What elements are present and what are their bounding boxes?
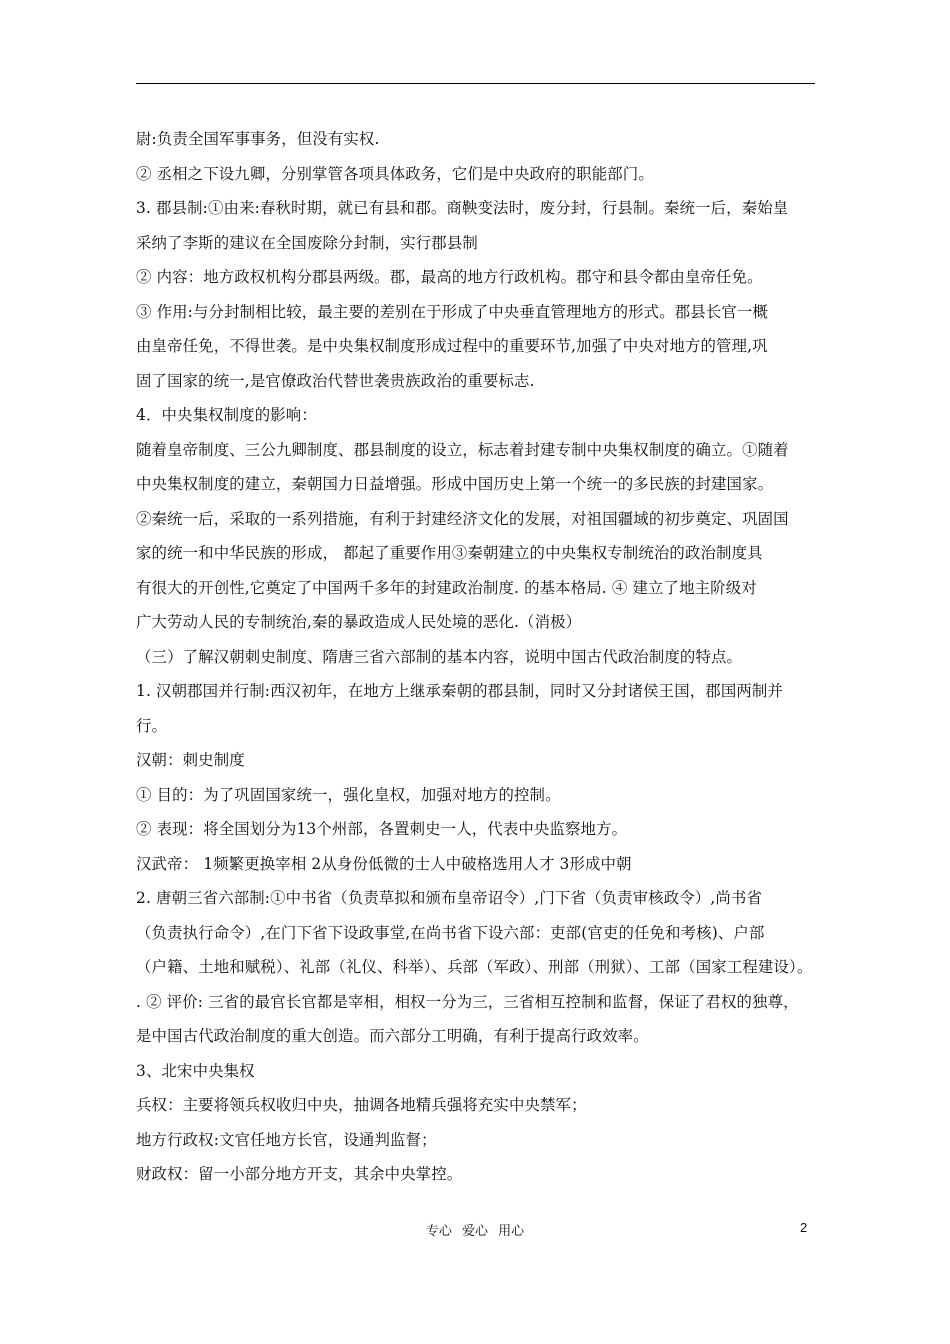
text-line: 财政权：留一小部分地方开支，其余中央掌控。 bbox=[136, 1165, 463, 1183]
text-line: 2. 唐朝三省六部制:①中书省（负责草拟和颁布皇帝诏令）,门下省（负责审核政令）,尚书省 bbox=[136, 889, 762, 907]
text-line: 行。 bbox=[136, 716, 168, 735]
section-heading: （三）了解汉朝刺史制度、隋唐三省六部制的基本内容，说明中国古代政治制度的特点。 bbox=[136, 647, 743, 666]
text-line: 1. 汉朝郡国并行制:西汉初年，在地方上继承秦朝的郡县制，同时又分封诸侯王国，郡国两制并 bbox=[136, 682, 783, 700]
text-line: （负责执行命令）,在门下省下设政事堂,在尚书省下设六部：吏部(官吏的任免和考核)、户部 bbox=[136, 923, 765, 942]
text-line: 随着皇帝制度、三公九卿制度、郡县制度的设立，标志着封建专制中央集权制度的确立。①随着 bbox=[136, 440, 789, 459]
text-line: 家的统一和中华民族的形成， 都起了重要作用③秦朝建立的中央集权专制统治的政治制度具 bbox=[136, 544, 763, 562]
text-line: ②秦统一后，采取的一系列措施，有利于封建经济文化的发展，对祖国疆域的初步奠定、巩固国 bbox=[136, 509, 789, 528]
text-line: 地方行政权:文官任地方长官，设通判监督； bbox=[136, 1130, 437, 1149]
text-line: . ② 评价: 三省的最官长官都是宰相，相权一分为三，三省相互控制和监督，保证了君权的独尊， bbox=[136, 992, 799, 1011]
text-line: （户籍、土地和赋税）、礼部（礼仪、科举）、兵部（军政）、刑部（刑狱）、工部（国家工程建设）。 bbox=[136, 958, 813, 976]
text-line: 3. 郡县制:①由来:春秋时期，就已有县和郡。商鞅变法时，废分封，行县制。秦统一后，秦始皇 bbox=[136, 199, 789, 217]
text-line: 兵权：主要将领兵权收归中央，抽调各地精兵强将充实中央禁军； bbox=[136, 1096, 587, 1114]
text-line: 中央集权制度的建立，秦朝国力日益增强。形成中国历史上第一个统一的多民族的封建国家。 bbox=[136, 475, 774, 493]
text-line: ① 目的：为了巩固国家统一，强化皇权，加强对地方的控制。 bbox=[136, 785, 561, 804]
text-line: 汉武帝： 1频繁更换宰相 2从身份低微的士人中破格选用人才 3形成中朝 bbox=[136, 854, 632, 873]
text-line: ② 内容：地方政权机构分郡县两级。郡，最高的地方行政机构。郡守和县令都由皇帝任免。 bbox=[136, 268, 763, 286]
footer-motto: 专心 爱心 用心 bbox=[425, 1224, 525, 1239]
text-line: ③ 作用:与分封制相比较，最主要的差别在于形成了中央垂直管理地方的形式。郡县长官一概 bbox=[136, 302, 769, 321]
section-heading: 4．中央集权制度的影响： bbox=[136, 406, 317, 424]
section-heading: 3、北宋中央集权 bbox=[136, 1061, 255, 1080]
document-body bbox=[136, 122, 820, 1192]
text-line: 广大劳动人民的专制统治,秦的暴政造成人民处境的恶化.（消极） bbox=[136, 613, 582, 631]
text-line: 汉朝：刺史制度 bbox=[136, 751, 245, 769]
text-line: 尉:负责全国军事事务，但没有实权. bbox=[136, 130, 380, 148]
text-line: 是中国古代政治制度的重大创造。而六部分工明确，有利于提高行政效率。 bbox=[136, 1027, 649, 1045]
header-rule bbox=[136, 83, 815, 84]
page-footer bbox=[0, 1214, 950, 1244]
page-number: 2 bbox=[800, 1220, 808, 1235]
text-line: 有很大的开创性,它奠定了中国两千多年的封建政治制度. 的基本格局. ④ 建立了地主阶级对 bbox=[136, 578, 757, 597]
text-line: 采纳了李斯的建议在全国废除分封制，实行郡县制 bbox=[136, 233, 478, 252]
text-line: 固了国家的统一,是官僚政治代替世袭贵族政治的重要标志. bbox=[136, 371, 535, 390]
text-line: ② 表现：将全国划分为13个州部，各置刺史一人，代表中央监察地方。 bbox=[136, 820, 628, 838]
text-line: 由皇帝任免，不得世袭。是中央集权制度形成过程中的重要环节,加强了中央对地方的管理,巩 bbox=[136, 337, 768, 355]
text-line: ② 丞相之下设九卿，分别掌管各项具体政务，它们是中央政府的职能部门。 bbox=[136, 164, 654, 183]
